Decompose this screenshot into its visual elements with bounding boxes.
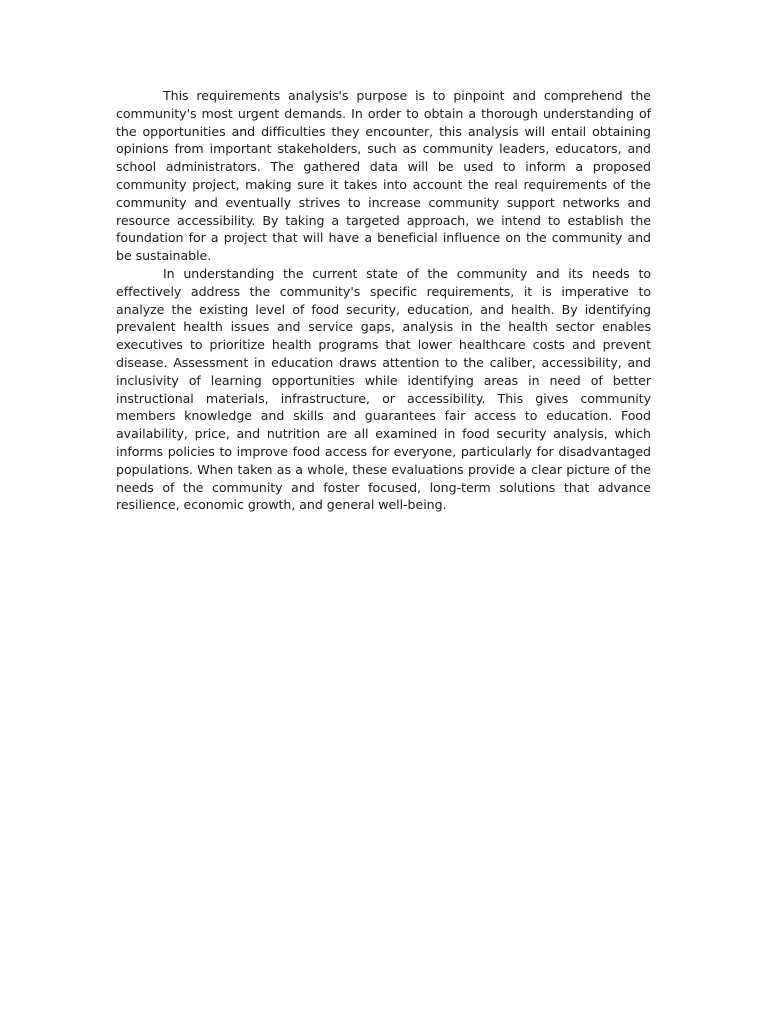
document-body xyxy=(116,87,651,514)
paragraph-purpose: This requirements analysis's purpose is to pinpoint and comprehend the community's most urgent demands. In order to obtain a thorough understanding of the opportunities and difficulties they encounter, this analysis will entail obtaining opinions from important stakeholders, such as community leaders, educators, and school administrators. The gathered data will be used to inform a proposed community project, making sure it takes into account the real requirements of the community and eventually strives to increase community support networks and resource accessibility. By taking a targeted approach, we intend to establish the foundation for a project that will have a beneficial influence on the community and be sustainable. xyxy=(116,88,651,264)
paragraph-community-analysis: In understanding the current state of the community and its needs to effectively address the community's specific requirements, it is imperative to analyze the existing level of food security, education, and health. By identifying prevalent health issues and service gaps, analysis in the health sector enables executives to prioritize health programs that lower healthcare costs and prevent disease. Assessment in education draws attention to the caliber, accessibility, and inclusivity of learning opportunities while identifying areas in need of better instructional materials, infrastructure, or accessibility. This gives community members knowledge and skills and guarantees fair access to education. Food availability, price, and nutrition are all examined in food security analysis, which informs policies to improve food access for everyone, particularly for disadvantaged populations. When taken as a whole, these evaluations provide a clear picture of the needs of the community and foster focused, long-term solutions that advance resilience, economic growth, and general well-being. xyxy=(116,265,651,513)
